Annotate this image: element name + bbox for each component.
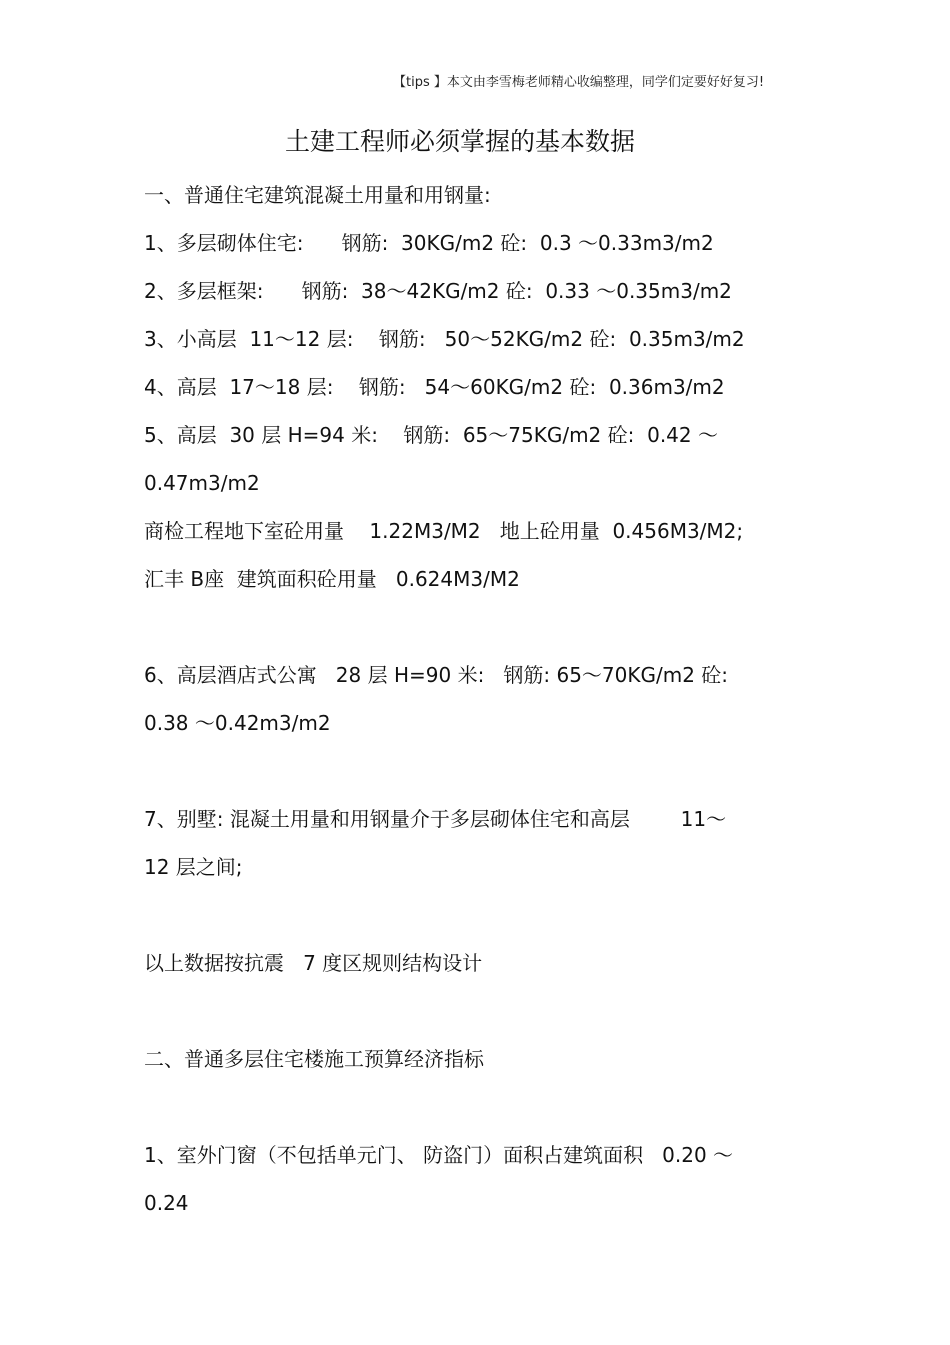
text-line: 7、别墅: 混凝土用量和用钢量介于多层砌体住宅和高层 11～: [144, 807, 727, 831]
text-line: 0.24: [144, 1191, 189, 1215]
header-tips: 【tips 】本文由李雪梅老师精心收编整理，同学们定要好好复习!: [393, 75, 765, 90]
document-title: 土建工程师必须掌握的基本数据: [284, 127, 635, 156]
section-heading-1: 一、普通住宅建筑混凝土用量和用钢量:: [144, 183, 491, 207]
text-line: 商检工程地下室砼用量 1.22M3/M2 地上砼用量 0.456M3/M2;: [144, 519, 744, 543]
text-line: 12 层之间;: [144, 855, 243, 879]
text-line: 1、多层砌体住宅: 钢筋: 30KG/m2 砼: 0.3 ～0.33m3/m2: [144, 231, 714, 255]
text-line: 0.47m3/m2: [144, 471, 260, 495]
text-line: 汇丰 B座 建筑面积砼用量 0.624M3/M2: [144, 567, 520, 591]
text-line: 5、高层 30 层 H=94 米: 钢筋: 65～75KG/m2 砼: 0.42 ～: [144, 423, 718, 447]
text-line: 2、多层框架: 钢筋: 38～42KG/m2 砼: 0.33 ～0.35m3/m2: [144, 279, 732, 303]
text-line: 以上数据按抗震 7 度区规则结构设计: [144, 951, 483, 975]
section-heading-2: 二、普通多层住宅楼施工预算经济指标: [144, 1047, 484, 1071]
text-line: 4、高层 17～18 层: 钢筋: 54～60KG/m2 砼: 0.36m3/m2: [144, 375, 725, 399]
text-line: 0.38 ～0.42m3/m2: [144, 711, 331, 735]
text-line: 3、小高层 11～12 层: 钢筋: 50～52KG/m2 砼: 0.35m3/m2: [144, 327, 745, 351]
text-line: 6、高层酒店式公寓 28 层 H=90 米: 钢筋: 65～70KG/m2 砼:: [144, 663, 729, 687]
text-line: 1、室外门窗（不包括单元门、 防盗门）面积占建筑面积 0.20 ～: [144, 1143, 734, 1167]
